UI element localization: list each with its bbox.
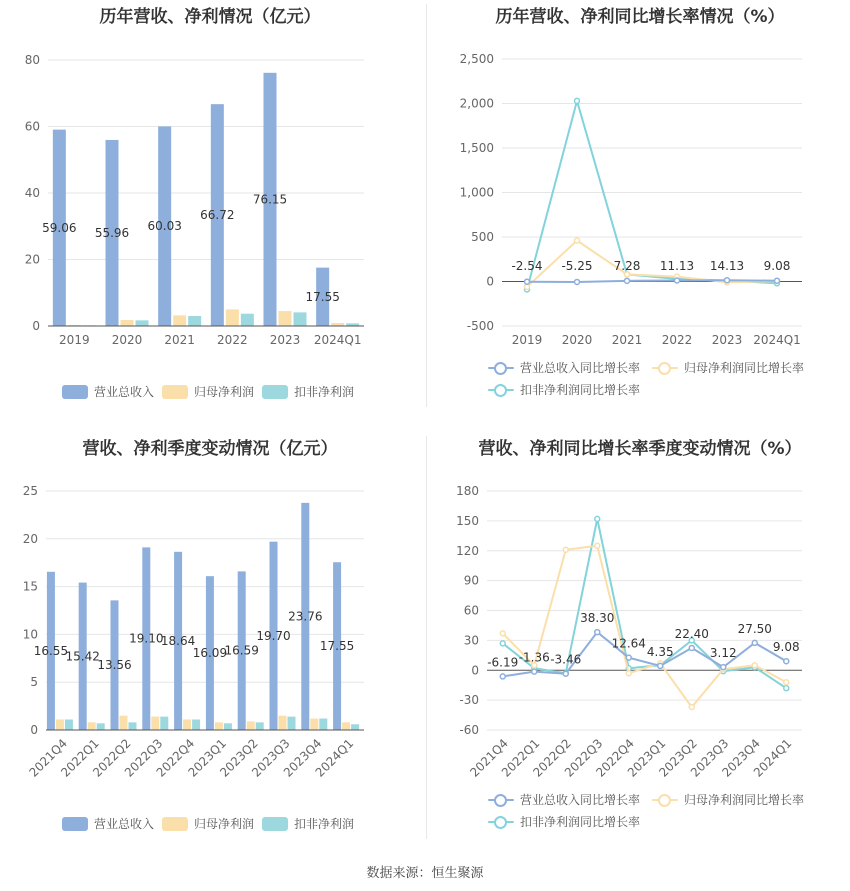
data-point bbox=[563, 547, 568, 552]
data-point bbox=[658, 663, 663, 668]
y-tick-label: 60 bbox=[24, 119, 40, 134]
data-label: 18.64 bbox=[160, 633, 196, 648]
legend-swatch bbox=[262, 385, 288, 399]
data-point bbox=[595, 543, 600, 548]
data-point bbox=[525, 279, 530, 284]
x-tick-label: 2022Q3 bbox=[121, 736, 166, 780]
bar bbox=[183, 719, 191, 730]
legend-label: 营业总收入同比增长率 bbox=[520, 361, 641, 375]
x-tick-label: 2023Q4 bbox=[719, 736, 763, 780]
data-point bbox=[689, 645, 694, 650]
bar bbox=[188, 316, 201, 326]
legend-swatch bbox=[162, 385, 188, 399]
legend-item-deducted-growth[interactable] bbox=[488, 381, 640, 398]
x-tick-label: 2023Q3 bbox=[249, 736, 293, 780]
x-tick-label: 2020 bbox=[561, 333, 593, 347]
legend-item-net-profit[interactable] bbox=[162, 815, 254, 832]
legend-item-net-profit[interactable] bbox=[162, 383, 254, 400]
bar bbox=[224, 723, 232, 730]
legend-item-deducted-growth[interactable] bbox=[488, 813, 640, 830]
bar bbox=[88, 722, 96, 730]
bar bbox=[310, 719, 318, 730]
legend-label: 营业总收入 bbox=[94, 385, 155, 399]
y-tick-label: 1,000 bbox=[459, 185, 494, 200]
y-tick-label: -500 bbox=[466, 319, 494, 333]
data-label: 16.09 bbox=[192, 646, 228, 661]
legend-label: 归母净利润 bbox=[194, 817, 255, 831]
data-point bbox=[721, 665, 726, 670]
chart-legend bbox=[430, 359, 850, 401]
data-label: 3.12 bbox=[709, 646, 737, 661]
annual-amount-chart bbox=[0, 0, 420, 410]
data-label: -2.54 bbox=[511, 259, 543, 273]
y-tick-label: 60 bbox=[463, 603, 479, 618]
bar bbox=[351, 724, 359, 730]
data-point bbox=[500, 674, 505, 679]
bar bbox=[279, 311, 292, 326]
bar bbox=[294, 312, 307, 326]
legend-label: 扣非净利润 bbox=[294, 385, 355, 399]
bar bbox=[56, 719, 64, 730]
data-point bbox=[752, 640, 757, 645]
bar bbox=[288, 717, 296, 730]
data-point bbox=[626, 671, 631, 676]
panel-divider bbox=[426, 436, 427, 839]
x-tick-label: 2023Q4 bbox=[280, 736, 325, 780]
x-tick-label: 2024Q1 bbox=[313, 333, 362, 347]
y-tick-label: 1,500 bbox=[459, 141, 494, 155]
data-point bbox=[625, 278, 630, 283]
chart-legend bbox=[430, 791, 850, 833]
legend-swatch bbox=[62, 817, 88, 831]
x-tick-label: 2023 bbox=[269, 333, 301, 347]
data-label: 16.59 bbox=[224, 643, 259, 658]
legend-item-deducted-profit[interactable] bbox=[262, 383, 354, 400]
bar bbox=[247, 721, 255, 730]
y-tick-label: 10 bbox=[22, 627, 38, 642]
data-label: 9.08 bbox=[772, 640, 800, 655]
x-tick-label: 2021 bbox=[164, 333, 195, 347]
data-label: 4.35 bbox=[646, 644, 674, 659]
legend-item-net-growth[interactable] bbox=[652, 359, 804, 376]
chart-title: 营收、净利同比增长率季度变动情况（%） bbox=[478, 439, 802, 459]
quarterly-growth-panel bbox=[430, 432, 850, 842]
data-point bbox=[752, 663, 757, 668]
y-tick-label: -60 bbox=[459, 723, 479, 737]
bar bbox=[160, 717, 168, 730]
data-label: 19.10 bbox=[129, 631, 164, 646]
x-tick-label: 2021 bbox=[611, 333, 643, 347]
legend-swatch bbox=[262, 817, 288, 831]
y-tick-label: 0 bbox=[30, 723, 38, 737]
legend-swatch bbox=[652, 361, 678, 375]
bar bbox=[192, 719, 200, 730]
data-point bbox=[595, 516, 600, 521]
x-tick-label: 2024Q1 bbox=[312, 736, 357, 780]
bar bbox=[279, 716, 287, 730]
data-label: 15.42 bbox=[65, 649, 100, 664]
data-label: 60.03 bbox=[147, 219, 182, 234]
data-label: 66.72 bbox=[200, 208, 235, 223]
data-point bbox=[675, 278, 680, 283]
legend-swatch bbox=[62, 385, 88, 399]
data-label: 9.08 bbox=[763, 259, 791, 273]
legend-label: 扣非净利润 bbox=[294, 817, 355, 831]
y-tick-label: 120 bbox=[456, 543, 479, 558]
data-label: -3.46 bbox=[550, 652, 582, 667]
data-label: 11.13 bbox=[659, 259, 695, 273]
x-tick-label: 2021Q4 bbox=[467, 736, 511, 780]
data-point bbox=[725, 278, 730, 283]
x-tick-label: 2022Q2 bbox=[530, 736, 574, 780]
data-label: 13.56 bbox=[97, 658, 132, 673]
bar bbox=[120, 716, 128, 730]
data-label: 22.40 bbox=[674, 626, 709, 641]
x-tick-label: 2024Q1 bbox=[753, 333, 801, 347]
annual-growth-panel bbox=[430, 0, 850, 410]
data-label: 76.15 bbox=[252, 192, 288, 207]
x-tick-label: 2022Q4 bbox=[153, 736, 198, 780]
data-label: 12.64 bbox=[611, 636, 646, 651]
data-point bbox=[525, 284, 530, 289]
data-point bbox=[784, 680, 789, 685]
legend-item-revenue[interactable] bbox=[62, 815, 154, 832]
x-tick-label: 2023Q2 bbox=[217, 736, 261, 780]
data-point bbox=[500, 641, 505, 646]
bar bbox=[129, 722, 137, 730]
legend-label: 扣非净利润同比增长率 bbox=[520, 383, 641, 397]
quarterly-amount-panel bbox=[0, 432, 420, 842]
x-tick-label: 2022Q1 bbox=[498, 736, 543, 780]
bar bbox=[342, 722, 350, 730]
y-tick-label: 20 bbox=[24, 252, 40, 267]
data-label: 16.55 bbox=[33, 643, 69, 658]
bar bbox=[97, 723, 105, 730]
x-tick-label: 2020 bbox=[111, 333, 143, 347]
data-label: 17.55 bbox=[305, 289, 340, 304]
legend-label: 归母净利润 bbox=[194, 385, 255, 399]
y-tick-label: -30 bbox=[459, 693, 479, 708]
legend-swatch bbox=[488, 383, 514, 397]
data-point bbox=[575, 238, 580, 243]
legend-item-revenue[interactable] bbox=[62, 383, 154, 400]
y-tick-label: 5 bbox=[30, 675, 38, 690]
legend-swatch bbox=[488, 793, 514, 807]
data-label: 19.70 bbox=[256, 628, 291, 643]
panel-divider bbox=[426, 4, 427, 407]
y-tick-label: 0 bbox=[32, 319, 40, 333]
data-point bbox=[689, 705, 694, 710]
chart-legend bbox=[0, 383, 420, 401]
x-tick-label: 2024Q1 bbox=[750, 736, 795, 780]
legend-item-net-growth[interactable] bbox=[652, 791, 804, 808]
data-point bbox=[775, 278, 780, 283]
x-tick-label: 2022 bbox=[217, 333, 248, 347]
y-tick-label: 80 bbox=[24, 53, 40, 67]
data-point bbox=[575, 279, 580, 284]
data-point bbox=[784, 659, 789, 664]
legend-item-deducted-profit[interactable] bbox=[262, 815, 354, 832]
x-tick-label: 2022 bbox=[661, 333, 693, 347]
quarterly-growth-chart bbox=[430, 432, 850, 842]
bar bbox=[173, 315, 186, 326]
x-tick-label: 2023 bbox=[711, 333, 743, 347]
x-tick-label: 2022Q3 bbox=[561, 736, 606, 780]
data-point bbox=[532, 669, 537, 674]
y-tick-label: 2,500 bbox=[459, 52, 494, 66]
y-tick-label: 0 bbox=[486, 274, 494, 289]
chart-title: 历年营收、净利同比增长率情况（%） bbox=[495, 7, 785, 27]
bar bbox=[319, 719, 327, 730]
x-tick-label: 2023Q1 bbox=[185, 736, 230, 780]
bar bbox=[151, 717, 159, 730]
bar bbox=[215, 722, 223, 730]
data-point bbox=[500, 631, 505, 636]
y-tick-label: 0 bbox=[471, 663, 479, 678]
data-label: 55.96 bbox=[94, 225, 130, 240]
legend-label: 归母净利润同比增长率 bbox=[684, 361, 805, 375]
x-tick-label: 2019 bbox=[511, 333, 543, 347]
data-label: 14.13 bbox=[709, 259, 745, 273]
data-label: 23.76 bbox=[288, 609, 323, 624]
data-point bbox=[595, 630, 600, 635]
x-tick-label: 2023Q1 bbox=[624, 736, 669, 780]
x-tick-label: 2022Q2 bbox=[90, 736, 134, 780]
x-tick-label: 2021Q4 bbox=[26, 736, 71, 780]
data-point bbox=[626, 655, 631, 660]
bar bbox=[65, 719, 73, 730]
bar bbox=[256, 722, 264, 730]
chart-legend bbox=[0, 815, 420, 833]
bar bbox=[241, 314, 254, 326]
y-tick-label: 180 bbox=[456, 484, 479, 498]
bar bbox=[121, 320, 134, 326]
x-tick-label: 2022Q4 bbox=[593, 736, 637, 780]
legend-swatch bbox=[488, 361, 514, 375]
data-label: -6.19 bbox=[487, 655, 519, 670]
data-label: 27.50 bbox=[737, 621, 772, 636]
data-label: -5.25 bbox=[561, 259, 593, 273]
legend-label: 营业总收入 bbox=[94, 817, 155, 831]
y-tick-label: 30 bbox=[463, 633, 479, 648]
legend-label: 归母净利润同比增长率 bbox=[684, 793, 805, 807]
legend-swatch bbox=[162, 817, 188, 831]
legend-label: 扣非净利润同比增长率 bbox=[520, 815, 641, 829]
y-tick-label: 25 bbox=[22, 484, 38, 498]
bar bbox=[136, 320, 149, 326]
data-label: 59.06 bbox=[42, 220, 77, 235]
x-tick-label: 2022Q1 bbox=[58, 736, 102, 780]
data-point bbox=[563, 671, 568, 676]
data-point bbox=[784, 686, 789, 691]
data-label: 7.28 bbox=[613, 259, 641, 273]
data-point bbox=[575, 98, 580, 103]
annual-growth-chart bbox=[430, 0, 850, 410]
x-tick-label: 2023Q3 bbox=[687, 736, 732, 780]
legend-swatch bbox=[488, 815, 514, 829]
bar bbox=[226, 309, 239, 326]
y-tick-label: 2,000 bbox=[459, 96, 494, 111]
chart-title: 营收、净利季度变动情况（亿元） bbox=[82, 439, 338, 459]
y-tick-label: 40 bbox=[24, 186, 40, 200]
legend-item-revenue-growth[interactable] bbox=[488, 359, 640, 376]
y-tick-label: 500 bbox=[471, 230, 494, 244]
chart-title: 历年营收、净利情况（亿元） bbox=[99, 7, 321, 27]
x-tick-label: 2023Q2 bbox=[656, 736, 700, 780]
x-tick-label: 2019 bbox=[59, 333, 90, 347]
legend-item-revenue-growth[interactable] bbox=[488, 791, 640, 808]
y-tick-label: 150 bbox=[456, 513, 479, 528]
data-label: 17.55 bbox=[319, 639, 355, 654]
data-label: -1.36 bbox=[518, 650, 550, 665]
annual-amount-panel bbox=[0, 0, 420, 410]
legend-label: 营业总收入同比增长率 bbox=[520, 793, 641, 807]
quarterly-amount-chart bbox=[0, 432, 420, 842]
data-label: 38.30 bbox=[580, 611, 615, 626]
legend-swatch bbox=[652, 793, 678, 807]
y-tick-label: 15 bbox=[22, 579, 38, 594]
data-source-note: 数据来源：恒生聚源 bbox=[366, 866, 484, 881]
y-tick-label: 90 bbox=[463, 573, 479, 588]
y-tick-label: 20 bbox=[22, 531, 38, 546]
